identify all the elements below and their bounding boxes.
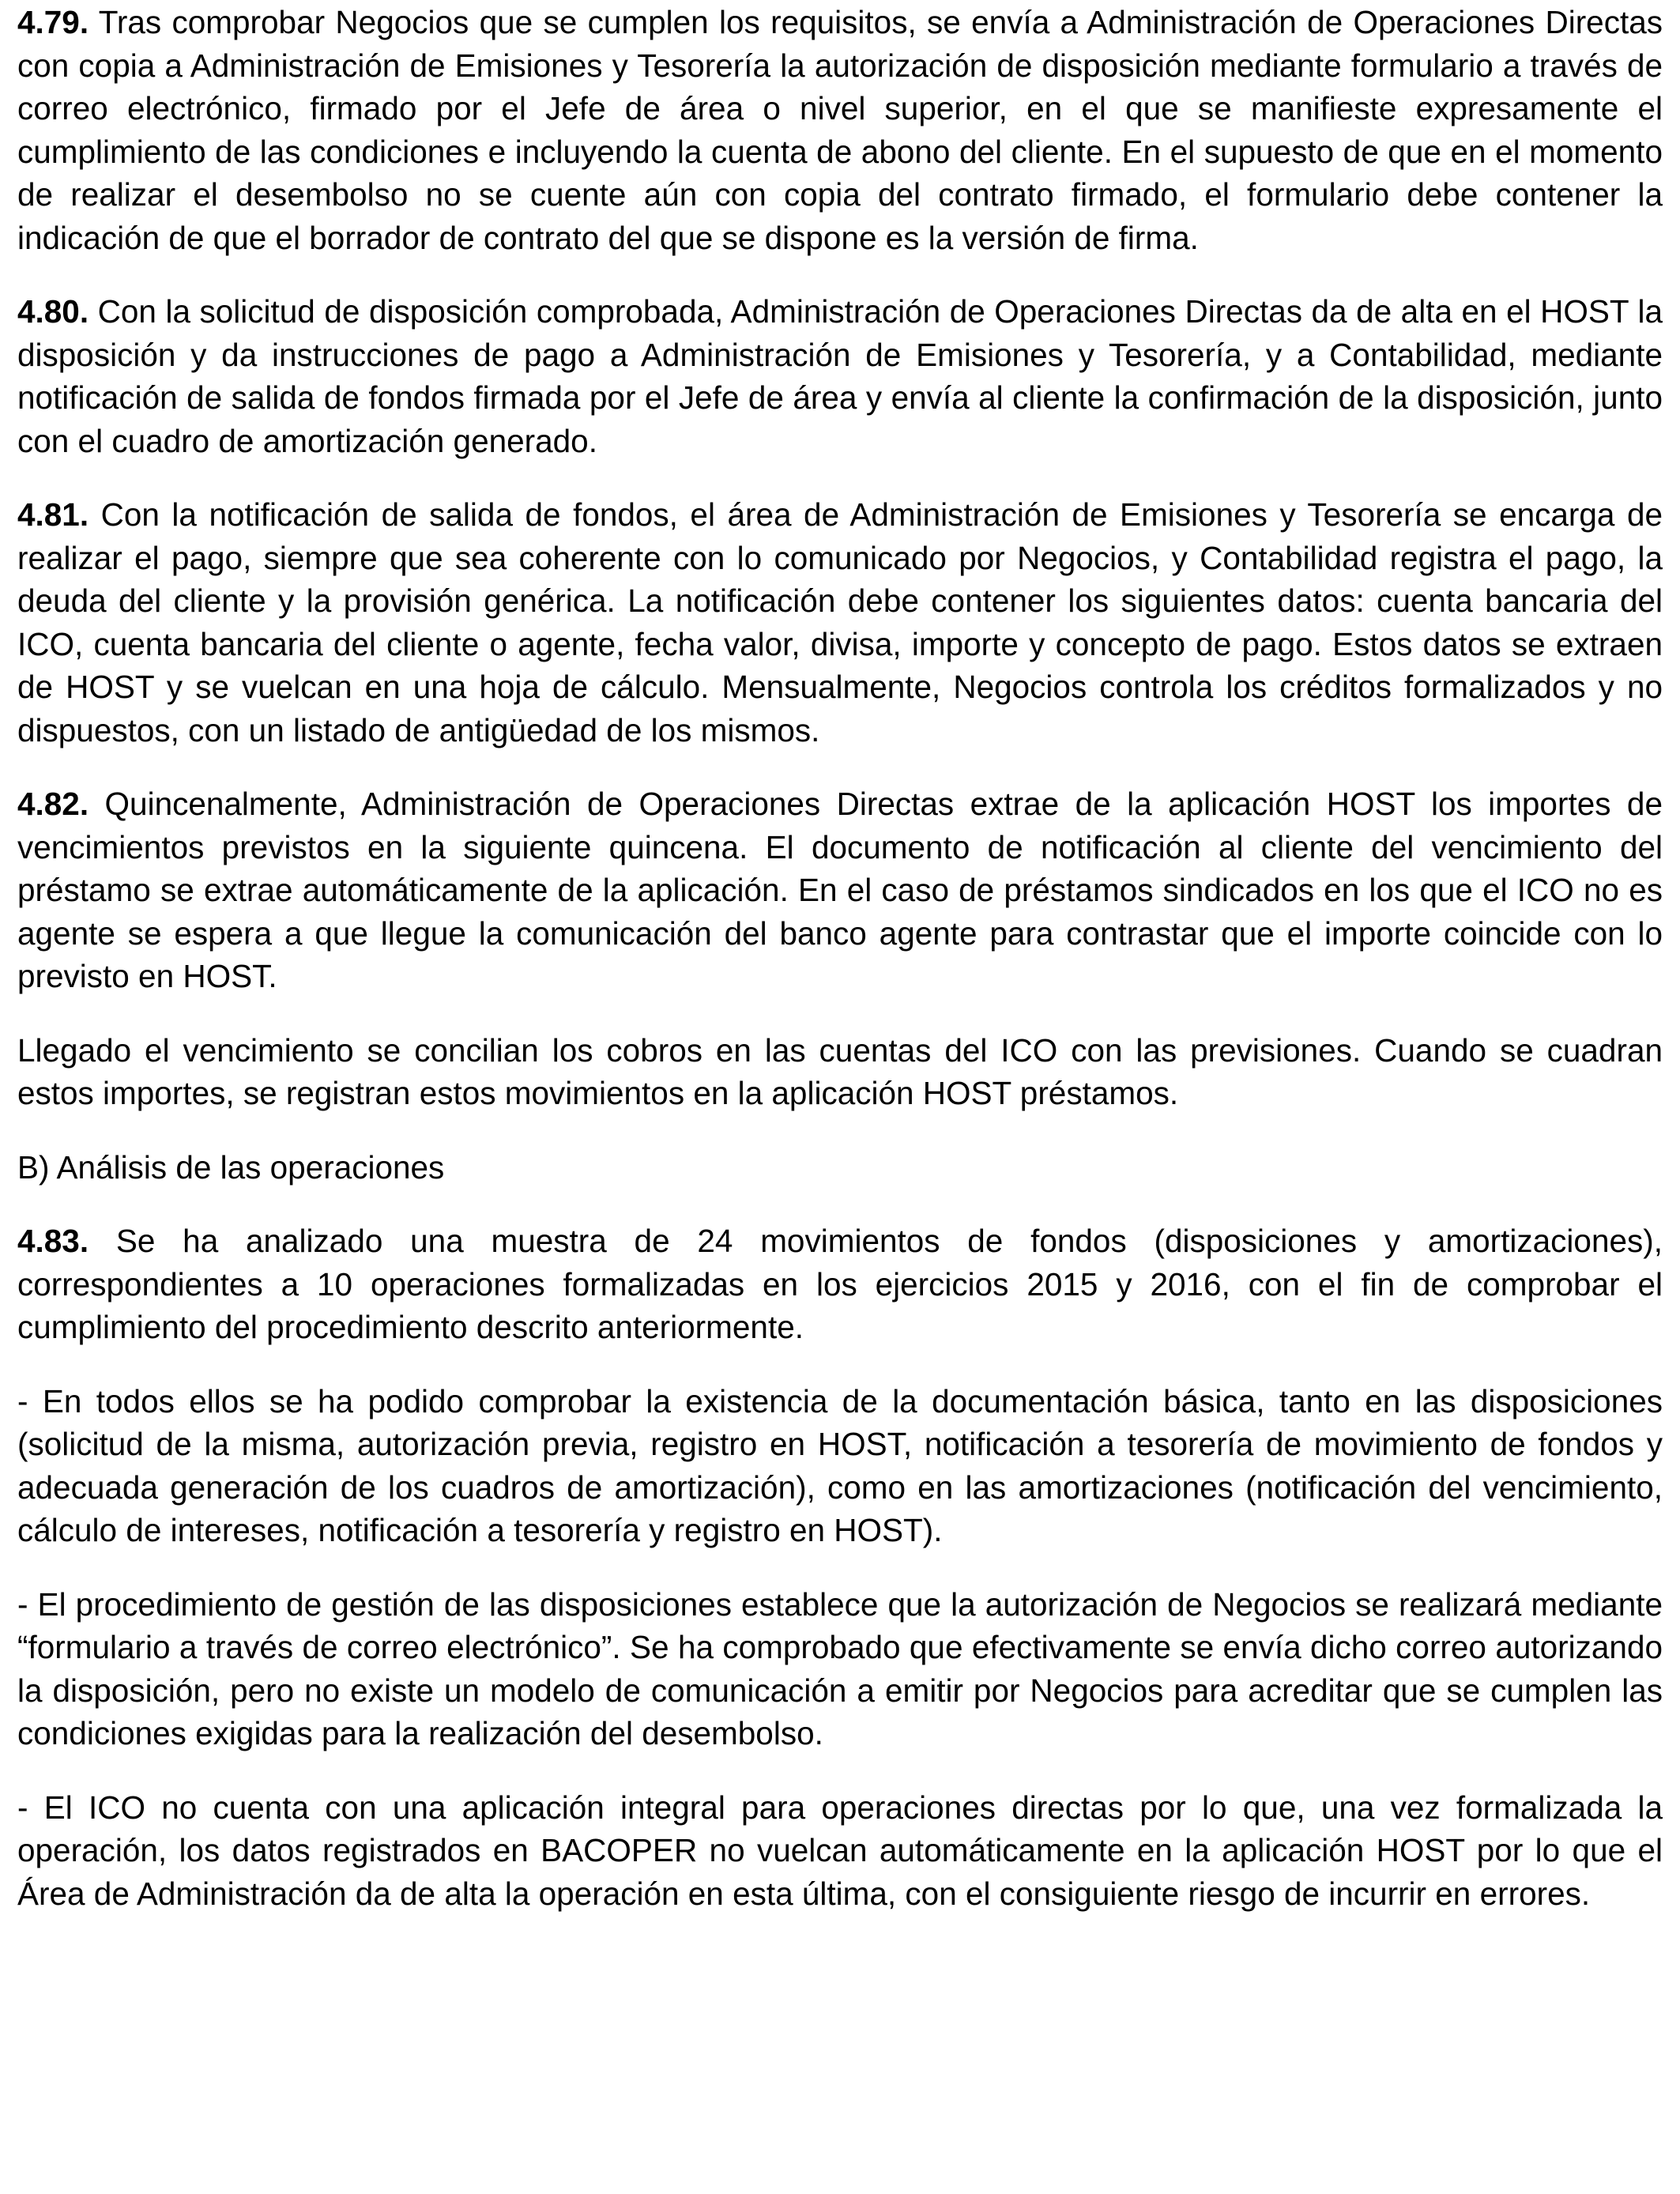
section-heading xyxy=(17,1146,1663,1189)
paragraph-vencimiento xyxy=(17,1029,1663,1115)
bullet-aplicacion xyxy=(17,1786,1663,1916)
paragraph-number: 4.82. xyxy=(17,786,89,822)
paragraph-4-83 xyxy=(17,1220,1663,1349)
paragraph-4-79 xyxy=(17,1,1663,259)
bullet-documentacion xyxy=(17,1380,1663,1552)
paragraph-number: 4.80. xyxy=(17,293,89,330)
document-page xyxy=(17,0,1663,1946)
paragraph-4-82 xyxy=(17,782,1663,998)
paragraph-text: Con la solicitud de disposición comprobada, Administración de Operaciones Directas da de alta en el HOST la disposición y da instrucciones de pago a Administración de Emisiones y Tesorería, y a Contabilidad, mediante notificación de salida de fondos firmada por el Jefe de área y envía al cliente la confirmación de la disposición, junto con el cuadro de amortización generado. xyxy=(17,293,1663,459)
paragraph-number: 4.81. xyxy=(17,496,89,533)
paragraph-text: Quincenalmente, Administración de Operaciones Directas extrae de la aplicación HOST los importes de vencimientos previstos en la siguiente quincena. El documento de notificación al cliente del vencimiento del préstamo se extrae automáticamente de la aplicación. En el caso de préstamos sindicados en los que el ICO no es agente se espera a que llegue la comunicación del banco agente para contrastar que el importe coincide con lo previsto en HOST. xyxy=(17,786,1663,994)
bullet-procedimiento xyxy=(17,1583,1663,1755)
bullet-text: - El procedimiento de gestión de las disposiciones establece que la autorización de Negocios se realizará mediante “formulario a través de correo electrónico”. Se ha comprobado que efectivamente se envía dicho correo autorizando la disposición, pero no existe un modelo de comunicación a emitir por Negocios para acreditar que se cumplen las condiciones exigidas para la realización del desembolso. xyxy=(17,1585,1663,1751)
paragraph-number: 4.83. xyxy=(17,1223,89,1259)
bullet-text: - El ICO no cuenta con una aplicación integral para operaciones directas por lo que, una vez formalizada la operación, los datos registrados en BACOPER no vuelcan automáticamente en la aplicación HOST por lo que el Área de Administración da de alta la operación en esta última, con el consiguiente riesgo de incurrir en errores. xyxy=(17,1789,1663,1912)
paragraph-text: Tras comprobar Negocios que se cumplen los requisitos, se envía a Administración de Operaciones Directas con copia a Administración de Emisiones y Tesorería la autorización de disposición mediante formulario a través de correo electrónico, firmado por el Jefe de área o nivel superior, en el que se manifieste expresamente el cumplimiento de las condiciones e incluyendo la cuenta de abono del cliente. En el supuesto de que en el momento de realizar el desembolso no se cuente aún con copia del contrato firmado, el formulario debe contener la indicación de que el borrador de contrato del que se dispone es la versión de firma. xyxy=(17,4,1663,256)
bullet-text: - En todos ellos se ha podido comprobar la existencia de la documentación básica, tanto en las disposiciones (solicitud de la misma, autorización previa, registro en HOST, notificación a tesorería de movimiento de fondos y adecuada generación de los cuadros de amortización), como en las amortizaciones (notificación del vencimiento, cálculo de intereses, notificación a tesorería y registro en HOST). xyxy=(17,1382,1663,1548)
paragraph-text: Con la notificación de salida de fondos, el área de Administración de Emisiones y Tesorería se encarga de realizar el pago, siempre que sea coherente con lo comunicado por Negocios, y Contabilidad registra el pago, la deuda del cliente y la provisión genérica. La notificación debe contener los siguientes datos: cuenta bancaria del ICO, cuenta bancaria del cliente o agente, fecha valor, divisa, importe y concepto de pago. Estos datos se extraen de HOST y se vuelcan en una hoja de cálculo. Mensualmente, Negocios controla los créditos formalizados y no dispuestos, con un listado de antigüedad de los mismos. xyxy=(17,496,1663,748)
paragraph-4-80 xyxy=(17,290,1663,462)
section-heading-text: B) Análisis de las operaciones xyxy=(17,1148,445,1186)
paragraph-text: Se ha analizado una muestra de 24 movimientos de fondos (disposiciones y amortizaciones), correspondientes a 10 operaciones formalizadas en los ejercicios 2015 y 2016, con el fin de comprobar el cumplimiento del procedimiento descrito anteriormente. xyxy=(17,1223,1663,1345)
paragraph-text: Llegado el vencimiento se concilian los cobros en las cuentas del ICO con las previsiones. Cuando se cuadran estos importes, se registran estos movimientos en la aplicación HOST préstamos. xyxy=(17,1031,1663,1111)
paragraph-4-81 xyxy=(17,493,1663,752)
paragraph-number: 4.79. xyxy=(17,4,89,40)
